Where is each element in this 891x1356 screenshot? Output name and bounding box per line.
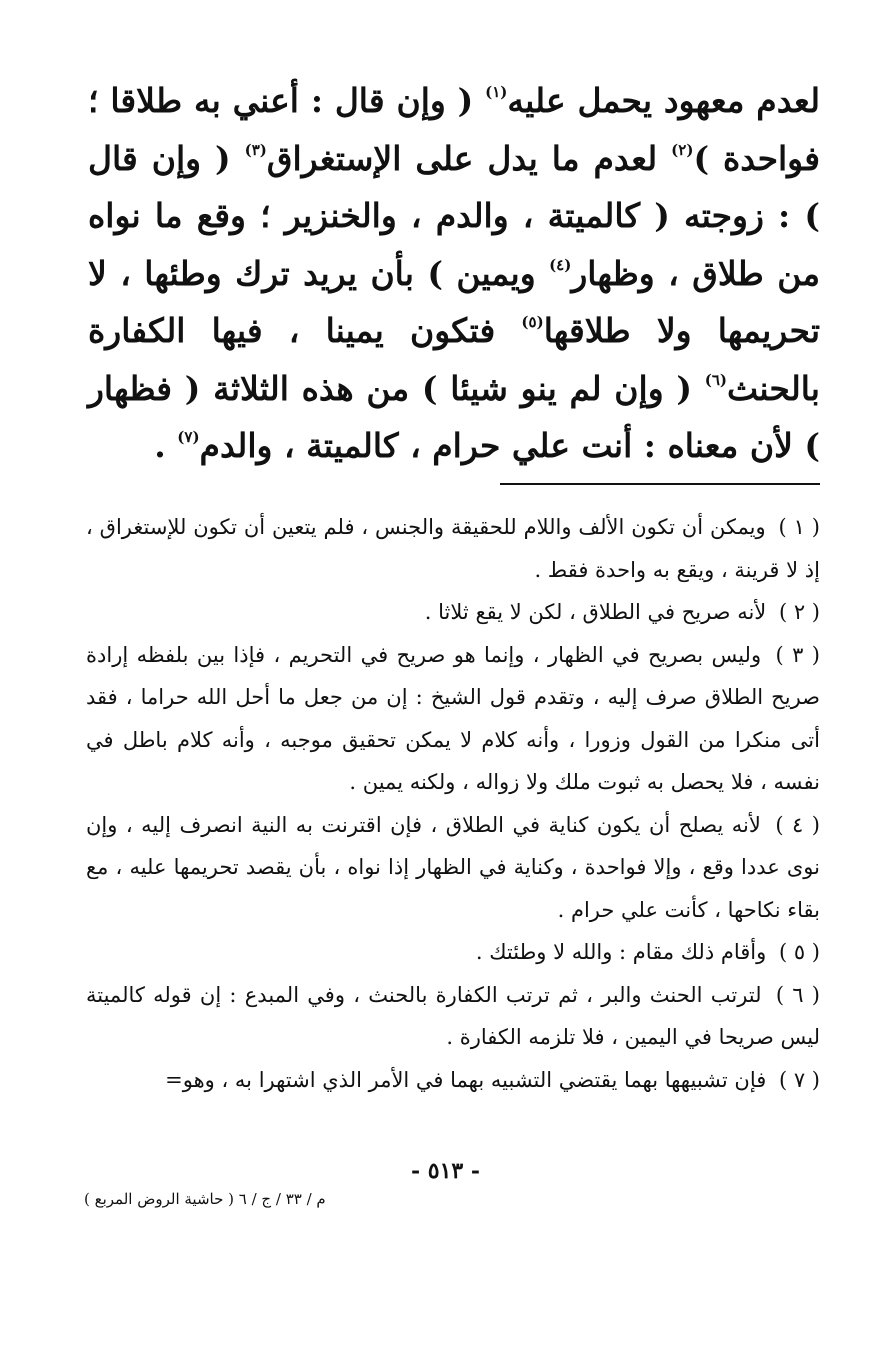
footnote-number: ( ٧ )	[778, 1067, 820, 1092]
main-text-segment: ويمين ) بأن يريد ترك وطئها ، لا تحريمها ولا طلاقها	[88, 253, 821, 350]
footnote-text: فإن تشبيهها بهما يقتضي التشبيه بهما في الأمر الذي اشتهرا به ، وهو=	[165, 1067, 767, 1092]
footnote-text: وليس بصريح في الظهار ، وإنما هو صريح في التحريم ، فإذا بين بلفظه إرادة صريح الطلاق صرف إليه ، وتقدم قول الشيخ : إن من جعل ما أحل الله حراما ، فقد أتى منكرا من القول وزورا ، وأنه كلام لا يمكن تحقيق موجبه ، وأنه كلام باطل في نفسه ، فلا يحصل به ثبوت ملك ولا زواله ، ولكنه يمين .	[86, 642, 820, 794]
main-text-segment: ( وإن قال ) : زوجته ( كالميتة ، والدم ، والخنزير ؛ وقع ما نواه من طلاق ، وظهار	[88, 138, 820, 293]
footnote-text: لأنه صريح في الطلاق ، لكن لا يقع ثلاثا .	[424, 600, 767, 624]
footnote-3	[86, 634, 820, 804]
footnote-ref-3: (٣)	[244, 140, 267, 159]
main-text	[88, 72, 820, 475]
footnote-ref-4: (٤)	[549, 255, 572, 274]
footnote-number: ( ٥ )	[778, 940, 820, 964]
footnote-4	[86, 804, 820, 932]
footnote-text: ويمكن أن تكون الألف واللام للحقيقة والجنس ، فلم يتعين أن تكون للإستغراق ، إذ لا قرينة ، ويقع به واحدة فقط .	[86, 515, 820, 582]
main-text-segment: ( وإن قال : أعني به طلاقا ؛ فواحدة )	[88, 81, 820, 178]
footnote-5	[86, 931, 820, 974]
footnote-ref-5: (٥)	[521, 313, 544, 331]
footnote-ref-6: (٦)	[704, 370, 728, 389]
footnote-7	[86, 1059, 820, 1102]
footnote-number: ( ٦ )	[775, 982, 820, 1007]
footnote-number: ( ٣ )	[775, 642, 820, 667]
main-text-segment: لعدم معهود يحمل عليه	[507, 81, 820, 120]
footnote-ref-7: (٧)	[177, 428, 200, 446]
footnote-number: ( ١ )	[778, 515, 820, 539]
main-text-segment: فتكون يمينا ، فيها الكفارة بالحنث	[88, 311, 820, 408]
footnote-text: لترتب الحنث والبر ، ثم ترتب الكفارة بالحنث ، وفي المبدع : إن قوله كالميتة ليس صريحا في اليمين ، فلا تلزمه الكفارة .	[86, 982, 820, 1049]
print-signature: م / ٣٣ / ج / ٦ ( حاشية الروض المربع )	[84, 1190, 326, 1208]
footnote-text: لأنه يصلح أن يكون كناية في الطلاق ، فإن اقترنت به النية انصرف إليه ، وإن نوى عددا وقع ، وإلا فواحدة ، وكناية في الظهار إذا نواه ، بأن يقصد تحريمها عليه ، مع بقاء نكاحها ، كأنت علي حرام .	[86, 812, 820, 922]
footnote-ref-1: (١)	[485, 83, 508, 101]
footnote-text: وأقام ذلك مقام : والله لا وطئتك .	[475, 940, 767, 964]
footnote-separator	[500, 483, 820, 485]
footnote-1	[86, 506, 820, 591]
main-text-segment: ( وإن لم ينو شيئا ) من هذه الثلاثة ( فظهار ) لأن معناه : أنت علي حرام ، كالميتة ، والدم	[88, 368, 820, 465]
footnote-number: ( ٤ )	[775, 812, 820, 837]
main-text-segment: .	[154, 426, 178, 465]
footnote-2	[86, 591, 820, 634]
footnote-number: ( ٢ )	[778, 600, 820, 624]
footnote-6	[86, 974, 820, 1059]
page-number: - ٥١٣ -	[410, 1158, 481, 1184]
footnote-ref-2: (٢)	[671, 140, 694, 159]
main-text-segment: لعدم ما يدل على الإستغراق	[266, 138, 672, 178]
footnotes	[86, 506, 820, 1101]
